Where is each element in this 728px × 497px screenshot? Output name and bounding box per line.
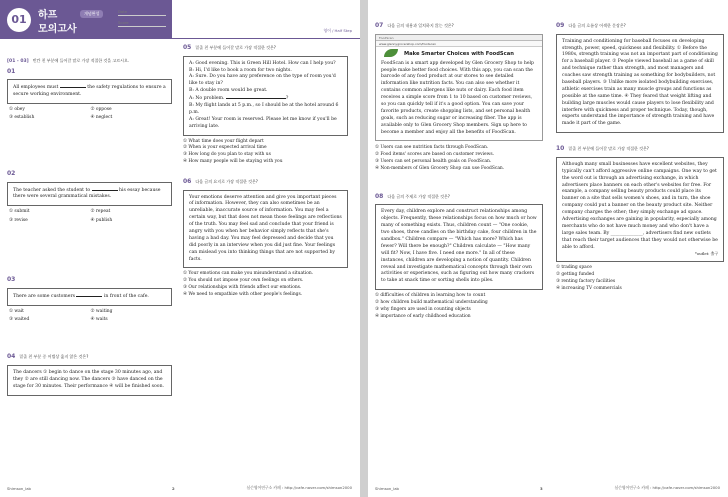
q06-box: Your emotions deserve attention and give you important pieces of information. However, they can also sometimes be an unreliable, inaccurate source of information. You may feel a certain way, but that does not mean those feelings are reflections of the truth. You may feel sad and conclude that your friend is angry with you when her behavior simply reflects that she's having a bad day. You may feel depressed and decide that you did poorly in an interview when you did just fine. Your feelings can mislead you into thinking things that are not supported by facts. bbox=[183, 190, 348, 269]
q07-options bbox=[375, 145, 543, 172]
header-title-2: 모의고사 bbox=[38, 24, 77, 35]
q03-number: 03 bbox=[7, 276, 16, 284]
page-right bbox=[368, 0, 728, 497]
option[interactable]: ④ publish bbox=[90, 217, 113, 223]
q08-number: 08 bbox=[375, 192, 384, 200]
option[interactable]: ② getting funded bbox=[556, 271, 595, 277]
option[interactable]: ④ Non-members of Glen Grocery Shop can use FoodScan. bbox=[375, 165, 505, 171]
q08-box: Every day, children explore and construct relationships among objects. Frequently, these relationships focus on how much or how many of something exists. Thus, children count — "One cookie, two shoes, three candles on the birthday cake, four children in the sandbox." Children compare — "Which has more? Which has fewer? Will there be enough?" Children calculate — "How many will fit? Now, I have five. I need one more." In all of these instances, children are developing a notion of quantity. Children reveal and investigate mathematical concepts through their own activities or experiences, such as figuring out how many crackers to take at snack time or sorting shells into piles. bbox=[375, 204, 543, 290]
q07-number: 07 bbox=[375, 22, 384, 29]
browser-url[interactable]: www.glennygrocershop.com/foodscan bbox=[376, 41, 542, 47]
app-heading: Make Smarter Choices with FoodScan bbox=[376, 47, 542, 59]
option[interactable]: ③ waited bbox=[9, 316, 30, 322]
option[interactable]: ① Your emotions can make you misunderstand a situation. bbox=[183, 271, 314, 277]
option[interactable]: ④ We need to empathize with other people's feelings. bbox=[183, 291, 303, 297]
option[interactable]: ③ why fingers are used in counting objects bbox=[375, 306, 471, 312]
q01-options bbox=[9, 107, 172, 122]
header-divider bbox=[0, 38, 360, 39]
q09-box: Training and conditioning for baseball focuses on developing strength, power, speed, quickness and flexibility. ① Before the 1980s, strength training was not an important part of conditioning for a baseball player. ② People viewed baseball as a game of skill and technique rather than strength, and most managers and coaches saw strength training as something for bodybuilders, not baseball players. ③ Unlike more isolated bodybuilding exercises, athletic exercises train as many muscle groups and functions as possible at the same time. ④ They feared that weight lifting and building large muscles would cause players to lose flexibility and interfere with quickness and proper technique. Today, though, experts understand the importance of strength training and have made it part of the game. bbox=[556, 34, 724, 134]
page-number: 2 bbox=[172, 486, 175, 491]
option[interactable]: ② oppose bbox=[90, 107, 112, 113]
question-04 bbox=[7, 353, 172, 395]
q02-box: The teacher asked the student to his essay because there were several grammatical mistakes. bbox=[7, 182, 172, 207]
header-title-1: 하프 bbox=[38, 10, 58, 21]
page-number: 3 bbox=[540, 486, 543, 491]
question-10 bbox=[556, 145, 724, 292]
option[interactable]: ② how children build mathematical understanding bbox=[375, 300, 488, 306]
option[interactable]: ④ neglect bbox=[90, 115, 113, 121]
q09-title: 다음 글의 흐름상 어색한 문장은? bbox=[568, 23, 626, 28]
q10-number: 10 bbox=[556, 145, 565, 153]
q10-title: 밑줄 친 부분에 들어갈 말로 가장 적절한 것은? bbox=[568, 146, 649, 152]
option[interactable]: ④ increasing TV commercials bbox=[556, 285, 622, 291]
option[interactable]: ① obey bbox=[9, 107, 25, 113]
option[interactable]: ② repeat bbox=[90, 209, 111, 215]
left-column bbox=[375, 22, 543, 321]
q06-title: 다음 글의 요지로 가장 적절한 것은? bbox=[195, 178, 258, 184]
blank bbox=[76, 293, 102, 297]
blank bbox=[226, 95, 286, 99]
date-field[interactable]: Date bbox=[118, 9, 166, 16]
option[interactable]: ③ Our relationships with friends affect our emotions. bbox=[183, 285, 302, 291]
page-left bbox=[0, 0, 360, 497]
browser-window bbox=[375, 34, 543, 142]
right-column bbox=[183, 44, 348, 299]
q02-options bbox=[9, 209, 172, 224]
blank bbox=[92, 187, 118, 191]
option[interactable]: ① What time does your flight depart bbox=[183, 138, 264, 144]
header-subject: 영어 / Half Step bbox=[323, 28, 352, 33]
option[interactable]: ④ waits bbox=[90, 316, 108, 322]
option[interactable]: ① wait bbox=[9, 308, 24, 314]
left-column bbox=[7, 44, 172, 399]
option[interactable]: ③ establish bbox=[9, 115, 35, 121]
option[interactable]: ② You should not impose your own feelings on others. bbox=[183, 278, 304, 284]
footer-brand: Shimson_lab bbox=[375, 486, 399, 491]
q06-number: 06 bbox=[183, 177, 192, 185]
q04-box: The dancers ① begin to dance on the stage 30 minutes ago, and they ② are still dancing now. The dancers ③ have danced on the stage for 30 minutes. Their performance ④ will be finished soon. bbox=[7, 365, 172, 396]
q10-box: Although many small businesses have excellent websites, they typically can't afford aggressive online campaigns. One way to get the word out is through an advertising exchange, in which advertisers place banners on each other's websites for free. For example, a company selling beauty products could place its banner on a site that sells women's shoes, and in turn, the shoe company could put a banner on the beauty product site. Neither company charges the other; they simply exchange ad space. Advertising exchanges are gaining in popularity, especially among merchants who do not have much money and who don't have a large sales team. By ______________, advertisers find new outlets that reach their target audiences that they would not otherwise be able to afford. *outlet: 출구 bbox=[556, 157, 724, 262]
q03-options bbox=[9, 309, 172, 324]
question-05 bbox=[183, 44, 348, 166]
right-column bbox=[556, 22, 724, 292]
q07-title: 다음 글의 내용과 일치하지 않는 것은? bbox=[387, 23, 454, 28]
q05-options bbox=[183, 139, 348, 166]
q10-footnote: *outlet: 출구 bbox=[695, 251, 718, 257]
q02-number: 02 bbox=[7, 169, 16, 177]
option[interactable]: ③ How long do you plan to stay with us bbox=[183, 152, 271, 158]
option[interactable]: ② waiting bbox=[90, 308, 113, 314]
question-02 bbox=[7, 170, 172, 224]
blank bbox=[60, 84, 86, 88]
option[interactable]: ③ renting factory facilities bbox=[556, 278, 616, 284]
option[interactable]: ① Users can see nutrition facts through FoodScan. bbox=[375, 145, 489, 151]
question-08 bbox=[375, 193, 543, 321]
q01-box: All employees must the safety regulations to ensure a secure working environment. bbox=[7, 79, 172, 104]
q03-box: There are some customers in front of the cafe. bbox=[7, 288, 172, 306]
option[interactable]: ④ importance of early childhood education bbox=[375, 313, 471, 319]
footer-url[interactable]: 심슨영어연구소 카페 : http://cafe.naver.com/shimson2000 bbox=[246, 485, 352, 490]
leaf-icon bbox=[384, 49, 398, 57]
browser-tab[interactable]: FoodScan bbox=[376, 35, 542, 41]
question-06 bbox=[183, 178, 348, 299]
question-range: [01 - 03] bbox=[7, 59, 29, 64]
q05-dialog: A: Good evening. This is Green Hill Hotel. How can I help you? B: Hi, I'd like to book a room for two nights. A: Sure. Do you have any preference on the type of room you'd like to stay in? B: A double room would be great. A: No problem. ? B: My flight lands at 5 p.m., so I should be at the hotel around 6 p.m. A: Great! Your room is reserved. Please let me know if you'll be arriving late. bbox=[183, 56, 348, 136]
footer-brand: Shimson_lab bbox=[7, 486, 31, 491]
question-01 bbox=[7, 68, 172, 122]
q08-title: 다음 글의 주제로 가장 적절한 것은? bbox=[387, 193, 450, 199]
question-range-title: 빈칸 친 부분에 들어갈 말로 가장 적절한 것을 고르시오. bbox=[32, 58, 130, 63]
page-header bbox=[0, 0, 360, 38]
test-number-badge: 01 bbox=[7, 8, 31, 32]
q01-number: 01 bbox=[7, 67, 16, 75]
option[interactable]: ③ revise bbox=[9, 217, 28, 223]
header-pill: 개념완성 bbox=[80, 10, 103, 18]
q05-title: 밑줄 친 부분에 들어갈 말로 가장 적절한 것은? bbox=[195, 45, 276, 50]
option[interactable]: ① trading space bbox=[556, 265, 592, 271]
option[interactable]: ① difficulties of children in learning how to count bbox=[375, 293, 486, 299]
footer-url[interactable]: 심슨영어연구소 카페 : http://cafe.naver.com/shimson2000 bbox=[614, 485, 720, 490]
q08-options bbox=[375, 293, 543, 320]
q04-title: 밑줄 친 부분 중 어법상 옳지 않은 것은? bbox=[19, 354, 89, 360]
q07-body: FoodScan is a smart app developed by Glen Grocery Shop to help people make better food choices. With this app, you can scan the barcode of any food product at our stores to see detailed information like nutrition facts. You can also see whether it contains common allergens like nuts or dairy. Each food item receives a simple score from 1 to 10 based on customer reviews, so you can quickly tell if it's a good option. You can save your favorite products, create shopping lists, and set personal health goals, such as reducing sugar or increasing fiber. The app is available only to Glen Grocery Shop members. Sign up here to become a member and enjoy all the benefits of FoodScan. bbox=[381, 60, 534, 135]
q06-options bbox=[183, 271, 348, 298]
option[interactable]: ④ How many people will be staying with you bbox=[183, 159, 283, 165]
option[interactable]: ③ Users can set personal health goals on FoodScan. bbox=[375, 159, 492, 165]
option[interactable]: ① submit bbox=[9, 209, 30, 215]
q10-options bbox=[556, 265, 724, 292]
question-09 bbox=[556, 22, 724, 133]
option[interactable]: ② Food items' scores are based on customer reviews. bbox=[375, 152, 494, 158]
q05-number: 05 bbox=[183, 44, 192, 51]
question-07 bbox=[375, 22, 543, 173]
question-03 bbox=[7, 276, 172, 323]
option[interactable]: ② When is your expected arrival time bbox=[183, 145, 267, 151]
q09-number: 09 bbox=[556, 22, 565, 29]
score-field[interactable]: Score bbox=[118, 20, 166, 27]
q04-number: 04 bbox=[7, 353, 16, 361]
